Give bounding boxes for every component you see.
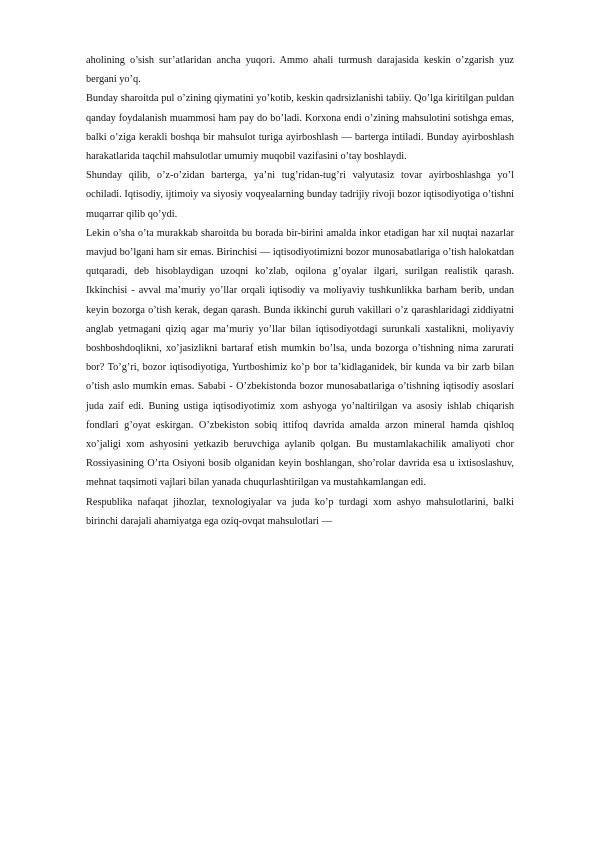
paragraph-5: Respublika nafaqat jihozlar, texnologiyalar va juda ko’p turdagi xom ashyo mahsulotlarini, balki birinchi darajali ahamiyatga ega oziq-ovqat mahsulotlari — [86, 496, 514, 527]
paragraph-4: Lekin o’sha o’ta murakkab sharoitda bu borada bir-birini amalda inkor etadigan har xil nuqtai nazarlar mavjud bo’lgani ham sir emas. Birinchisi — iqtisodiyotimizni bozor munosabatlariga o’tish halokatdan qutqaradi, deb hisoblaydigan uzoqni ko’zlab, oqilona g’oyalar ilgari, surilgan realistik qarash. Ikkinchisi - avval ma’muriy yo’llar orqali iqtisodiy va moliyaviy tushkunlikka barham berib, undan keyin bozorga o’tish kerak, degan qarash. Bunda ikkinchi guruh vakillari o’z qarashlaridagi ziddiyatni anglab yetmagani qiziq agar ma’muriy yo’llar bilan iqtisodiyotdagi surunkali xastalikni, moliyaviy boshboshdoqlikni, xo’jasizlikni bartaraf etish mumkin bo’lsa, unda bozorga o’tishning nima zarurati bor? To’g’ri, bozor iqtisodiyotiga, Yurtboshimiz ko’p bor ta’kidlaganidek, bir kunda va bir zarb bilan o’tish aslo mumkin emas. Sababi - O’zbekistonda bozor munosabatlariga o’tishning iqtisodiy asoslari juda zaif edi. Buning ustiga iqtisodiyotimiz xom ashyoga yo’naltirilgan va asosiy ishlab chiqarish fondlari g’oyat eskirgan. O’zbekiston sobiq ittifoq davrida amalda arzon mineral hamda qishloq xo’jaligi xom ashyosini yetkazib beruvchiga aylanib qolgan. Bu mustamlakachilik amaliyoti chor Rossiyasining O’rta Osiyoni bosib olganidan keyin boshlangan, sho’rolar davrida esa u ixtisoslashuv, mehnat taqsimoti vajlari bilan yanada chuqurlashtirilgan va mustahkamlangan edi. [86, 227, 514, 489]
document-page [86, 51, 514, 531]
paragraph-3: Shunday qilib, o’z-o’zidan barterga, ya’ni tug’ridan-tug’ri valyutasiz tovar ayirboshlashga yo’l ochiladi. Iqtisodiy, ijtimoiy va siyosiy voqyealarning bunday tadrijiy rivoji bozor iqtisodiyotiga o’tishni muqarrar qilib qo’ydi. [86, 170, 514, 220]
paragraph-2: Bunday sharoitda pul o’zining qiymatini yo’kotib, keskin qadrsizlanishi tabiiy. Qo’lga kiritilgan puldan qanday foydalanish muammosi ham pay do bo’ladi. Korxona endi o’zining mahsulotini sotishga emas, balki o’ziga kerakli boshqa bir mahsulot turiga ayirboshlash — barterga intiladi. Bunday ayirboshlash harakatlarida taqchil mahsulotlar umumiy muqobil vazifasini o’tay boshlaydi. [86, 93, 514, 163]
paragraph-1: aholining o’sish sur’atlaridan ancha yuqori. Ammo ahali turmush darajasida keskin o’zgarish yuz bergani yo’q. [86, 55, 514, 86]
